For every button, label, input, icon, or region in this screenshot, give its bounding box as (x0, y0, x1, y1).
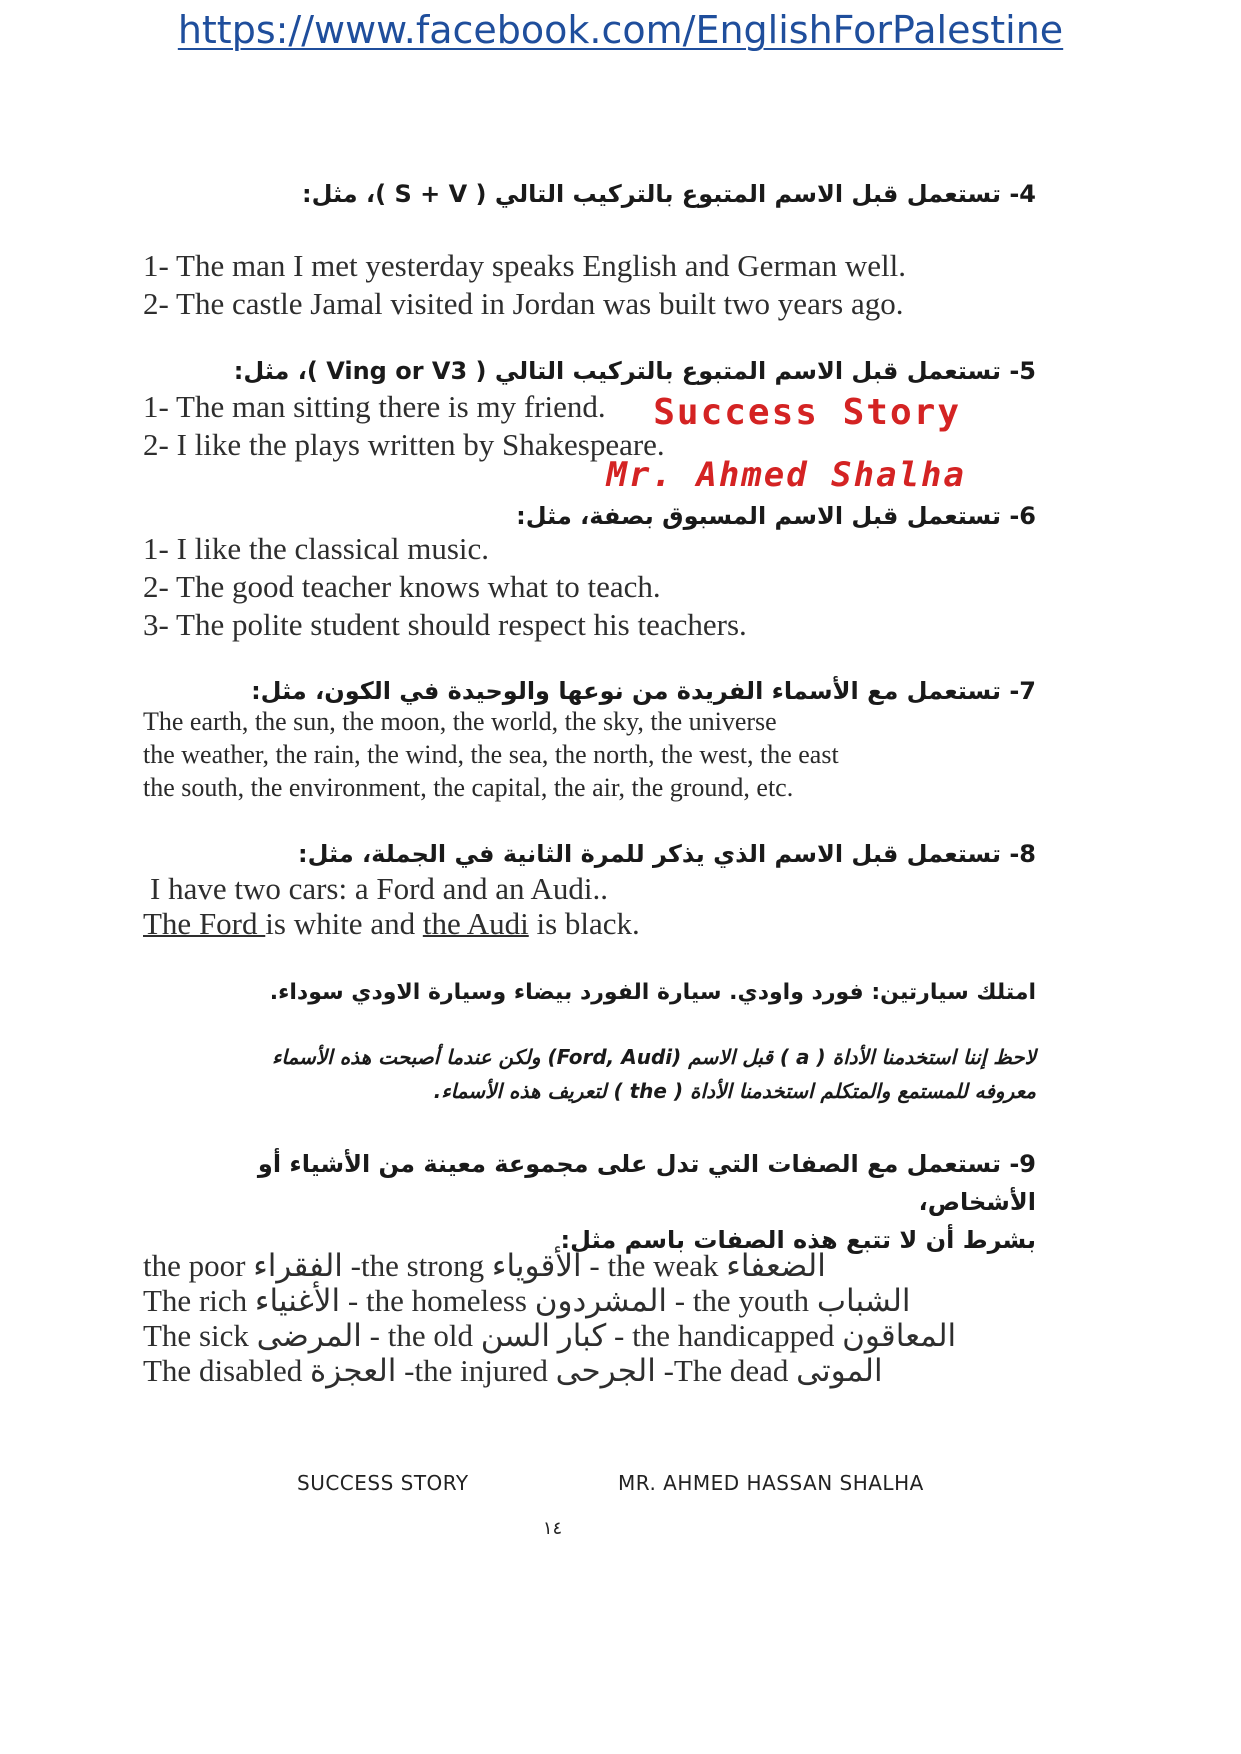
underlined-the-ford: The Ford (143, 906, 266, 941)
rule-7-heading: 7- تستعمل مع الأسماء الفريدة من نوعها والوحيدة في الكون، مثل: (251, 677, 1036, 705)
rule-4-examples (143, 247, 906, 323)
footer-left-text: SUCCESS STORY (297, 1471, 469, 1495)
rule-8-note (160, 1040, 1036, 1108)
example-line: 1- I like the classical music. (143, 531, 490, 566)
watermark-author: Mr. Ahmed Shalha (606, 455, 966, 495)
facebook-url-link[interactable]: https://www.facebook.com/EnglishForPalestine (177, 8, 1064, 52)
heading-line: بشرط أن لا تتبع هذه الصفات باسم مثل: (560, 1226, 1036, 1254)
example-line: The earth, the sun, the moon, the world, the sky, the universe (143, 707, 777, 736)
note-line: معروفه للمستمع والمتكلم استخدمنا الأداة ( the ) لتعريف هذه الأسماء. (433, 1079, 1036, 1103)
watermark-success-story: Success Story (653, 392, 961, 433)
underlined-the-audi: the Audi (422, 906, 529, 941)
example-text: is black. (528, 906, 640, 941)
page-number: ١٤ (542, 1518, 563, 1539)
rule-9-heading (150, 1145, 1036, 1259)
example-line: 1- The man I met yesterday speaks English and German well. (143, 248, 907, 283)
rule-5-examples (143, 388, 665, 464)
note-line: لاحظ إننا استخدمنا الأداة ( a ) قبل الاسم (Ford, Audi) ولكن عندما أصبحت هذه الأسماء (271, 1045, 1036, 1069)
example-line: 2- The castle Jamal visited in Jordan was built two years ago. (143, 286, 904, 321)
example-line: the poor الفقراء -the strong الأقوياء - the weak الضعفاء (143, 1248, 826, 1283)
example-text: is white and (265, 906, 423, 941)
rule-8-example-2 (143, 905, 640, 943)
example-line: The sick المرضى - the old كبار السن - the handicapped المعاقون (143, 1318, 957, 1353)
example-line: The disabled العجزة -the injured الجرحى -The dead الموتى (143, 1353, 883, 1388)
rule-6-heading: 6- تستعمل قبل الاسم المسبوق بصفة، مثل: (516, 502, 1036, 530)
footer-right-text: MR. AHMED HASSAN SHALHA (618, 1471, 924, 1495)
rule-7-examples (143, 705, 839, 804)
example-line: The rich الأغنياء - the homeless المشردون - the youth الشباب (143, 1283, 911, 1318)
rule-4-heading: 4- تستعمل قبل الاسم المتبوع بالتركيب التالي ( S + V )، مثل: (301, 180, 1036, 208)
rule-8-heading: 8- تستعمل قبل الاسم الذي يذكر للمرة الثانية في الجملة، مثل: (298, 840, 1036, 868)
rule-8-example-1: I have two cars: a Ford and an Audi.. (150, 871, 608, 906)
example-line: 3- The polite student should respect his teachers. (143, 607, 747, 642)
example-line: the weather, the rain, the wind, the sea, the north, the west, the east (143, 740, 839, 769)
rule-6-examples (143, 530, 747, 644)
example-line: 1- The man sitting there is my friend. (143, 389, 606, 424)
rule-9-examples (143, 1248, 956, 1388)
example-line: the south, the environment, the capital, the air, the ground, etc. (143, 773, 794, 802)
example-line: 2- I like the plays written by Shakespeare. (143, 427, 665, 462)
rule-5-heading: 5- تستعمل قبل الاسم المتبوع بالتركيب التالي ( Ving or V3 )، مثل: (233, 357, 1036, 385)
heading-line: 9- تستعمل مع الصفات التي تدل على مجموعة معينة من الأشياء أو الأشخاص، (257, 1150, 1036, 1216)
example-line: 2- The good teacher knows what to teach. (143, 569, 661, 604)
rule-8-translation: امتلك سيارتين: فورد واودي. سيارة الفورد بيضاء وسيارة الاودي سوداء. (269, 980, 1036, 1005)
